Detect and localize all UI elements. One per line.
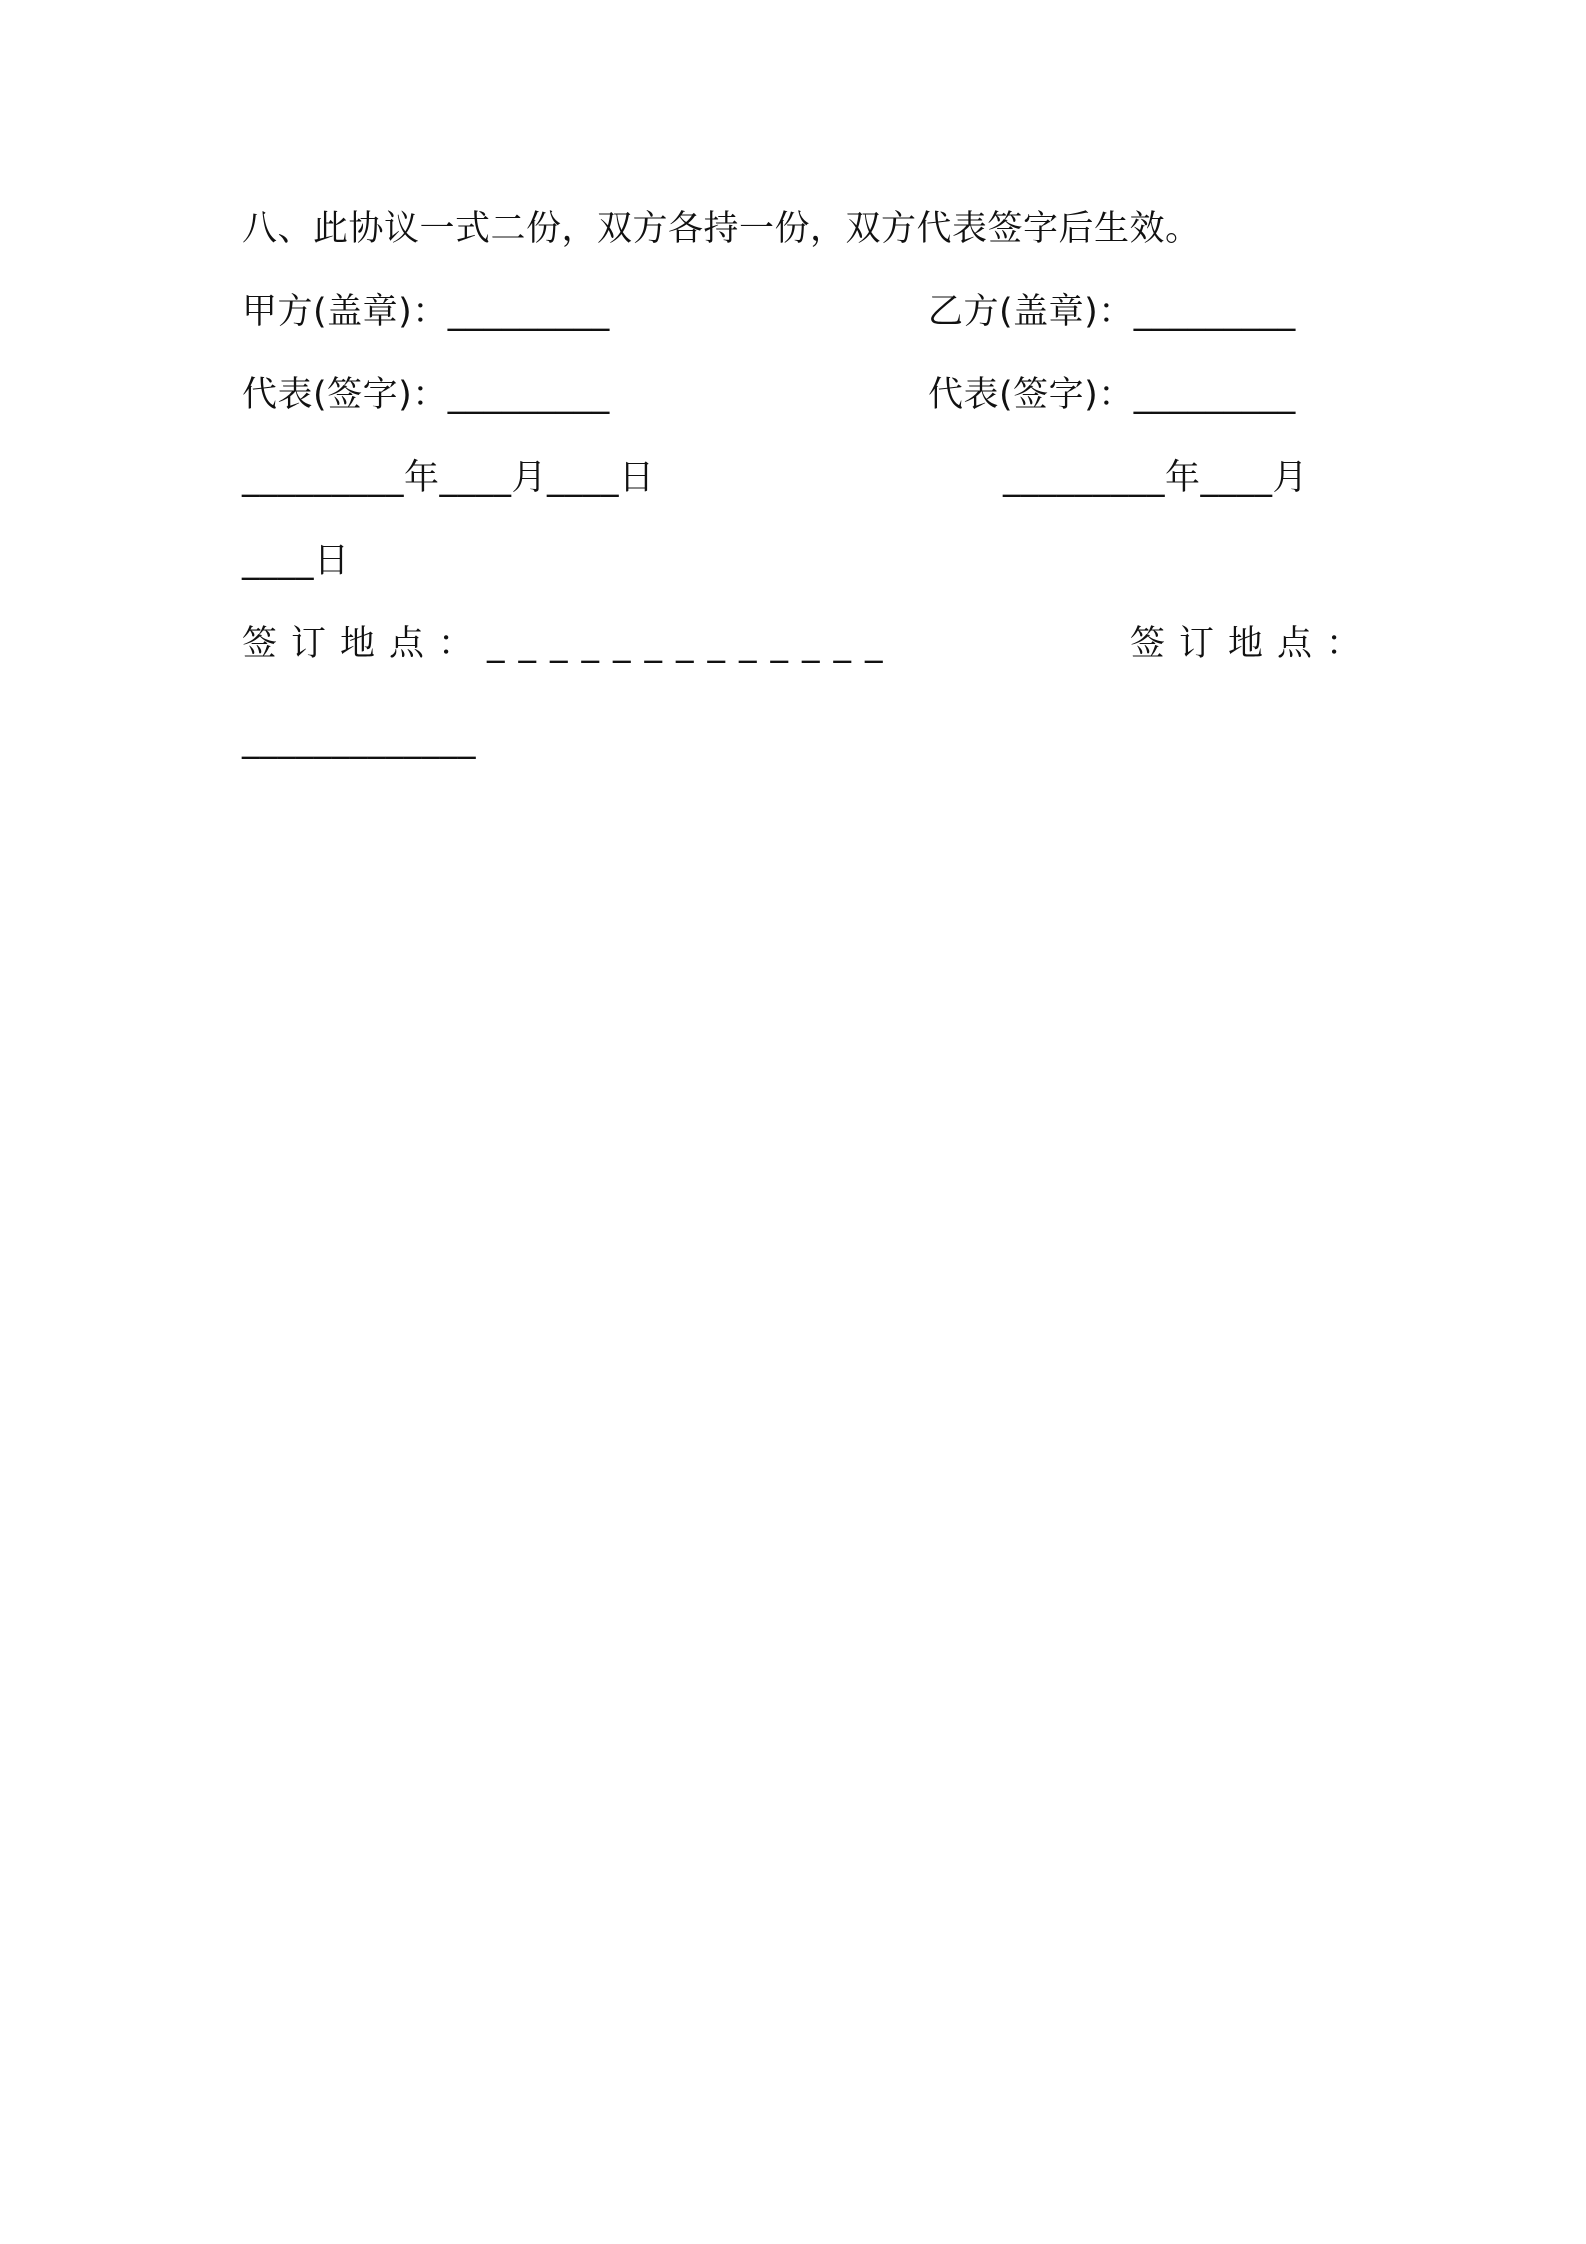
party-b-signing-place-blank: _____________ (242, 720, 476, 760)
party-b-date-day-field: ____日 (242, 541, 350, 581)
party-b-signing-place-label: 签订地点： (1130, 624, 1376, 664)
clause-eight-text: 八、此协议一式二份，双方各持一份，双方代表签字后生效。 (242, 209, 1201, 249)
party-a-seal-field: 甲方(盖章)：_________ (242, 292, 610, 332)
party-a-representative-field: 代表(签字)：_________ (242, 375, 610, 415)
party-b-date-field: _________年____月 (1003, 458, 1309, 498)
party-a-date-field: _________年____月____日 (242, 458, 655, 498)
party-a-signing-place-field: 签订地点：_____________ (242, 624, 897, 664)
party-b-seal-field: 乙方(盖章)：_________ (928, 292, 1296, 332)
party-b-representative-field: 代表(签字)：_________ (928, 375, 1296, 415)
